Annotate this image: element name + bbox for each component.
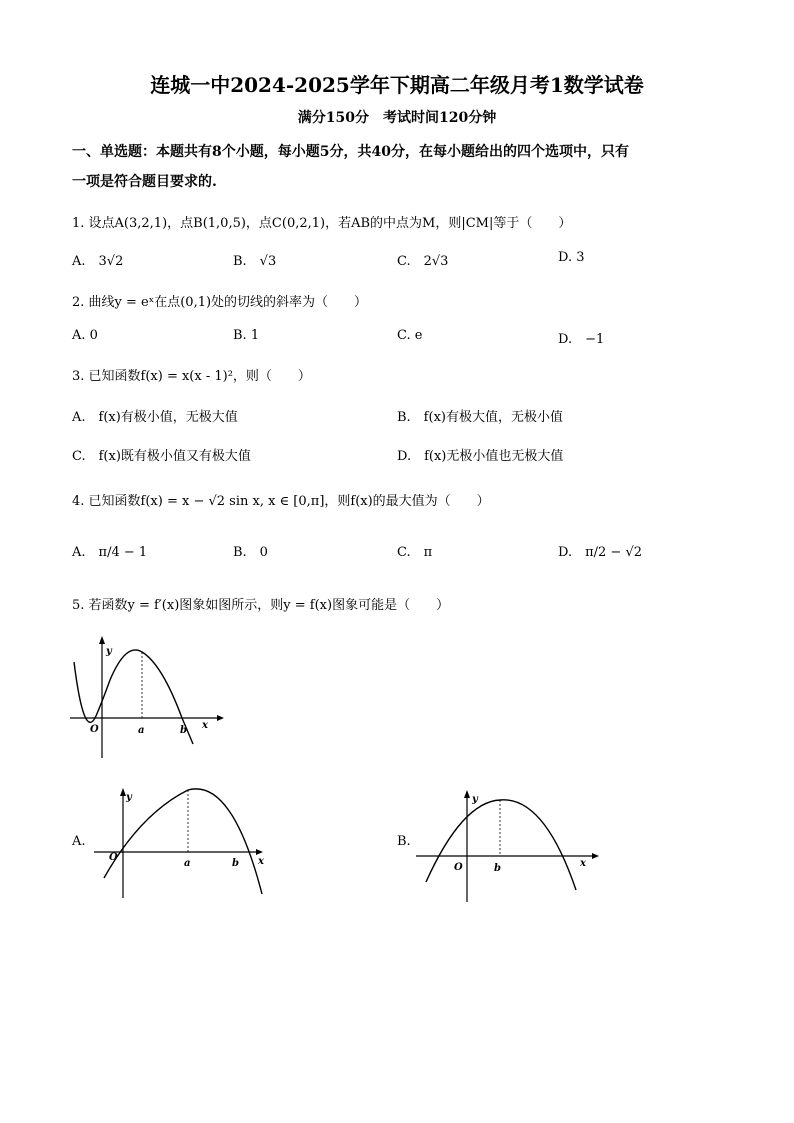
q4-option-d[interactable]: D. π/2 − √2 (558, 545, 642, 560)
q2-option-d[interactable]: D. −1 (558, 332, 605, 347)
q3-option-a[interactable]: A. f(x)有极小值，无极大值 (72, 410, 238, 425)
q2-option-c[interactable]: C. e (397, 328, 423, 343)
option-a-graph[interactable] (92, 782, 272, 902)
x-label: x (258, 856, 264, 867)
a-label: a (138, 725, 145, 736)
x-axis-arrow (217, 715, 224, 721)
x-axis-arrow (592, 853, 599, 859)
q3-option-c[interactable]: C. f(x)既有极小值又有极大值 (72, 449, 251, 464)
q1-option-d[interactable]: D. 3 (558, 250, 585, 265)
q3-option-d[interactable]: D. f(x)无极小值也无极大值 (397, 449, 564, 464)
q2-option-a[interactable]: A. 0 (72, 328, 98, 343)
origin-label: O (109, 852, 118, 863)
q1-option-a[interactable]: A. 3√2 (72, 254, 124, 269)
x-label: x (202, 720, 208, 731)
q4-option-c[interactable]: C. π (397, 545, 433, 560)
option-b-graph[interactable] (414, 784, 606, 906)
b-label: b (494, 863, 501, 874)
question-2: 2. 曲线y = eˣ在点(0,1)处的切线的斜率为（ ） (72, 295, 368, 310)
origin-label: O (454, 862, 463, 873)
exam-title: 连城一中2024-2025学年下期高二年级月考1数学试卷 (150, 73, 644, 97)
q3-option-b[interactable]: B. f(x)有极大值，无极小值 (397, 410, 563, 425)
exam-subtitle: 满分150分 考试时间120分钟 (297, 110, 497, 126)
y-label: y (126, 792, 132, 803)
section-heading-line1: 一、单选题：本题共有8个小题，每小题5分，共40分，在每小题给出的四个选项中，只有 (72, 144, 629, 160)
q1-option-c[interactable]: C. 2√3 (397, 254, 449, 269)
q5-option-b[interactable]: B. (397, 834, 411, 849)
q2-option-b[interactable]: B. 1 (233, 328, 260, 343)
option-a-curve (104, 789, 262, 894)
x-axis-arrow (256, 849, 263, 855)
origin-label: O (90, 724, 99, 735)
q1-option-b[interactable]: B. √3 (233, 254, 277, 269)
b-label: b (180, 725, 187, 736)
question-3: 3. 已知函数f(x) = x(x - 1)²，则（ ） (72, 369, 311, 384)
y-axis-arrow (99, 636, 105, 644)
b-label: b (232, 858, 239, 869)
question-5: 5. 若函数y = f′(x)图象如图所示，则y = f(x)图象可能是（ ） (72, 598, 450, 613)
y-axis-arrow (464, 790, 470, 798)
q5-option-a[interactable]: A. (72, 834, 86, 849)
section-heading-line2: 一项是符合题目要求的. (72, 174, 217, 190)
question-4: 4. 已知函数f(x) = x − √2 sin x, x ∈ [0,π]，则f(x)的最大值为（ ） (72, 494, 490, 509)
y-label: y (106, 646, 112, 657)
y-label: y (472, 794, 478, 805)
a-label: a (184, 858, 191, 869)
q4-option-b[interactable]: B. 0 (233, 545, 268, 560)
option-b-curve (426, 800, 576, 890)
question-1: 1. 设点A(3,2,1)，点B(1,0,5)，点C(0,2,1)，若AB的中点为M，则|CM|等于（ ） (72, 216, 572, 231)
q4-option-a[interactable]: A. π/4 − 1 (72, 545, 148, 560)
derivative-graph (62, 632, 232, 764)
x-label: x (580, 858, 586, 869)
